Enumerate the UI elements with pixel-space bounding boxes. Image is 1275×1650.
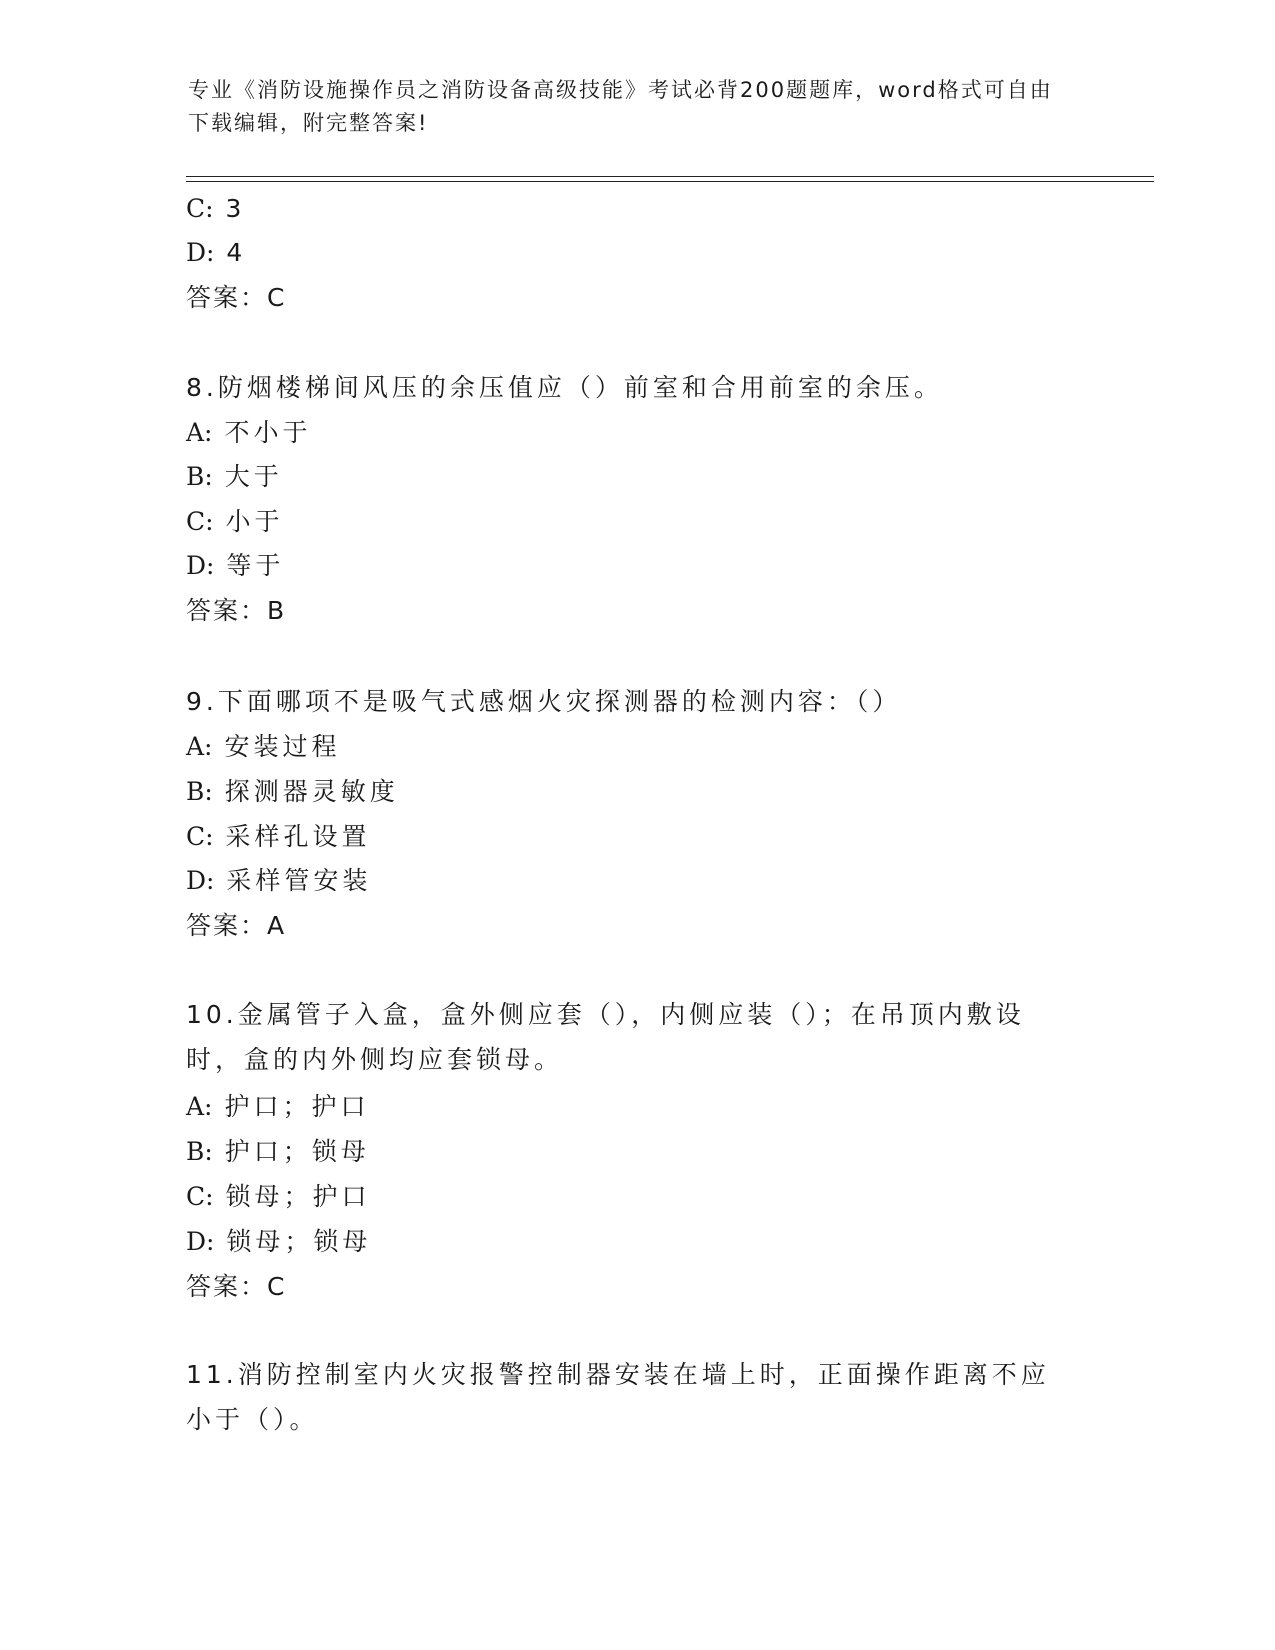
option-text: 等于 <box>226 551 285 580</box>
option-text: 采样孔设置 <box>225 822 371 851</box>
option-letter: A: <box>186 732 213 761</box>
option-text: 锁母；护口 <box>225 1182 371 1211</box>
option-b <box>186 1137 370 1167</box>
option-letter: B: <box>186 1137 213 1166</box>
answer-line: 答案：C <box>186 283 287 312</box>
option-text: 探测器灵敏度 <box>224 777 399 806</box>
option-text: 护口；锁母 <box>224 1137 370 1166</box>
option-c <box>186 194 245 224</box>
option-a <box>186 732 340 762</box>
option-text: 不小于 <box>224 418 312 447</box>
option-letter: B: <box>186 462 213 491</box>
answer-line: 答案：C <box>186 1272 287 1301</box>
option-text: 采样管安装 <box>226 866 372 895</box>
option-letter: A: <box>186 418 213 447</box>
option-letter: C: <box>186 822 214 851</box>
option-text: 安装过程 <box>224 732 341 761</box>
document-header: 专业《消防设施操作员之消防设备高级技能》考试必背200题题库，word格式可自由下载编辑，附完整答案! <box>188 78 1053 135</box>
option-c <box>186 507 284 537</box>
option-d <box>186 551 284 581</box>
option-text: 3 <box>225 194 246 223</box>
question-stem: 10.金属管子入盒，盒外侧应套（），内侧应装（）；在吊顶内敷设时，盒的内外侧均应套锁母。 <box>186 1000 1025 1074</box>
option-d <box>186 238 246 268</box>
option-a <box>186 418 311 448</box>
option-letter: C: <box>186 194 214 223</box>
header-rule-top <box>186 176 1154 177</box>
option-text: 小于 <box>225 507 284 536</box>
option-letter: D: <box>186 238 215 267</box>
option-text: 护口；护口 <box>224 1092 370 1121</box>
answer-line: 答案：B <box>186 596 287 625</box>
option-letter: C: <box>186 507 214 536</box>
option-text: 大于 <box>224 462 283 491</box>
option-letter: D: <box>186 866 215 895</box>
option-letter: B: <box>186 777 213 806</box>
header-rule-bottom <box>186 181 1154 182</box>
option-b <box>186 462 283 492</box>
option-text: 4 <box>226 238 247 267</box>
option-d <box>186 866 371 896</box>
option-letter: A: <box>186 1092 213 1121</box>
option-a <box>186 1092 369 1122</box>
question-stem: 8.防烟楼梯间风压的余压值应（）前室和合用前室的余压。 <box>186 373 943 402</box>
option-letter: D: <box>186 551 215 580</box>
option-c <box>186 822 371 852</box>
option-d <box>186 1227 371 1257</box>
option-b <box>186 777 399 807</box>
option-letter: D: <box>186 1227 215 1256</box>
option-c <box>186 1182 371 1212</box>
answer-line: 答案：A <box>186 911 287 940</box>
question-stem: 9.下面哪项不是吸气式感烟火灾探测器的检测内容：（） <box>186 687 902 716</box>
option-text: 锁母；锁母 <box>226 1227 372 1256</box>
option-letter: C: <box>186 1182 214 1211</box>
question-stem: 11.消防控制室内火灾报警控制器安装在墙上时，正面操作距离不应小于（）。 <box>186 1360 1050 1434</box>
